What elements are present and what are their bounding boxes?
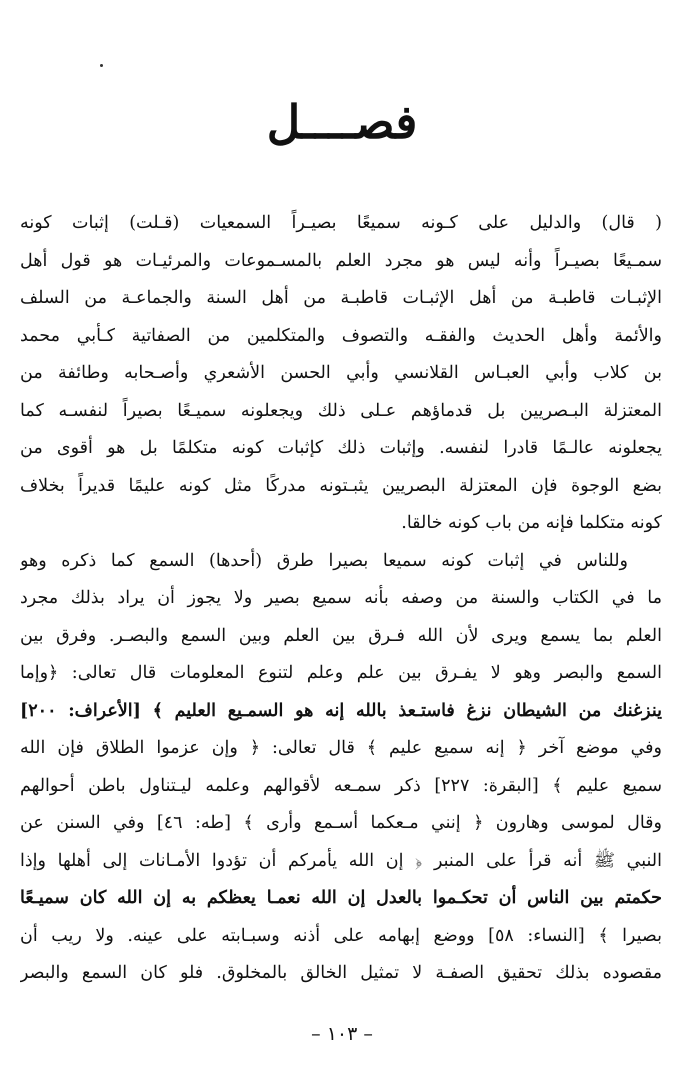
text-line: وقال لموسى وهارون ﴿ إنني مـعكما أسـمع وأرى ﴾ [طه: ٤٦] وفي السنن عن: [20, 813, 662, 833]
text-line: وفي موضع آخر ﴿ إنه سميع عليم ﴾ قال تعالى: ﴿ وإن عزموا الطلاق فإن الله: [20, 738, 662, 758]
text-line: سمـيعًا بصيـراً وأنه ليس هو مجرد العلم بالمسـموعات والمرئيـات هو قول أهل: [20, 250, 662, 271]
text-line: المعتزلة البـصريين بل قدماؤهم عـلى ذلك ويجعلونه سميـعًا بصيراً لنفسـه كما: [20, 400, 662, 421]
text-line: يجعلونه عالـمًا قادرا لنفسه. وإثبات ذلك كإثبات كونه متكلمًا بل هو أقوى من: [20, 438, 662, 458]
page-number: – ١٠٣ –: [311, 1023, 373, 1045]
body-text: [20, 205, 662, 993]
text-line: بضع الوجوة فإن المعتزلة البصريين يثبـتونه مدركًا مثل كونه عليمًا قديراً بخلاف: [20, 475, 662, 496]
text-line: والأئمة وأهل الحديث والفقـه والتصوف والمتكلمين من الصفاتية كـأبي محمد: [20, 325, 662, 346]
text-line: سميع عليم ﴾ [البقرة: ٢٢٧] ذكر سمـعه لأقوالهم وعلمه ليـتناول باطن أحوالهم: [20, 775, 662, 796]
text-line: كونه متكلما فإنه من باب كونه خالقا.: [401, 513, 662, 533]
quran-verse-line: ينزغنك من الشيطان نزغ فاستـعذ بالله إنه هو السمـيع العليم ﴾ [الأعراف: ٢٠٠]: [20, 700, 662, 721]
text-line: العلم بما يسمع ويرى لأن الله فـرق بين العلم وبين السمع والبصـر. وفرق بين: [20, 625, 662, 646]
text-line: مقصوده بذلك تحقيق الصفـة لا تمثيل الخالق بالمخلوق. فلو كان السمع والبصر: [20, 963, 662, 983]
text-line: النبي ﷺ أنه قرأ على المنبر ﴿ إن الله يأمركم أن تؤدوا الأمـانات إلى أهلها وإذا: [20, 850, 662, 871]
ink-speck: [100, 64, 103, 67]
text-line: بصيرا ﴾ [النساء: ٥٨] ووضع إبهامه على أذنه وسبـابته على عينه. ولا ريب أن: [20, 925, 662, 946]
text-line: ما في الكتاب والسنة من وصفه بأنه سميع بصير ولا يجوز أن يراد بذلك مجرد: [20, 588, 662, 608]
quran-verse-line: حكمتم بين الناس أن تحكـموا بالعدل إن الله نعمـا يعظكم به إن الله كان سميـعًا: [20, 888, 662, 908]
text-line: السمع والبصر وهو لا يفـرق بين علم وعلم لتنوع المعلومات قال تعالى: ﴿وإما: [20, 663, 662, 683]
text-line: وللناس في إثبات كونه سميعا بصيرا طرق (أحدها) السمع كما ذكره وهو: [20, 550, 628, 571]
text-line: ( قال) والدليل على كـونه سميعًا بصيـراً السمعيات (قـلت) إثبات كونه: [20, 213, 662, 233]
section-heading-text: فصــــل: [266, 95, 418, 149]
text-line: الإثبـات قاطبـة من أهل الإثبـات قاطبـة من أهل السنة والجماعـة من السلف: [20, 288, 662, 308]
text-line: بن كلاب وأبي العبـاس القلانسي وأبي الحسن الأشعري وأصـحابه وطائفة من: [20, 363, 662, 383]
section-heading: [0, 92, 684, 152]
